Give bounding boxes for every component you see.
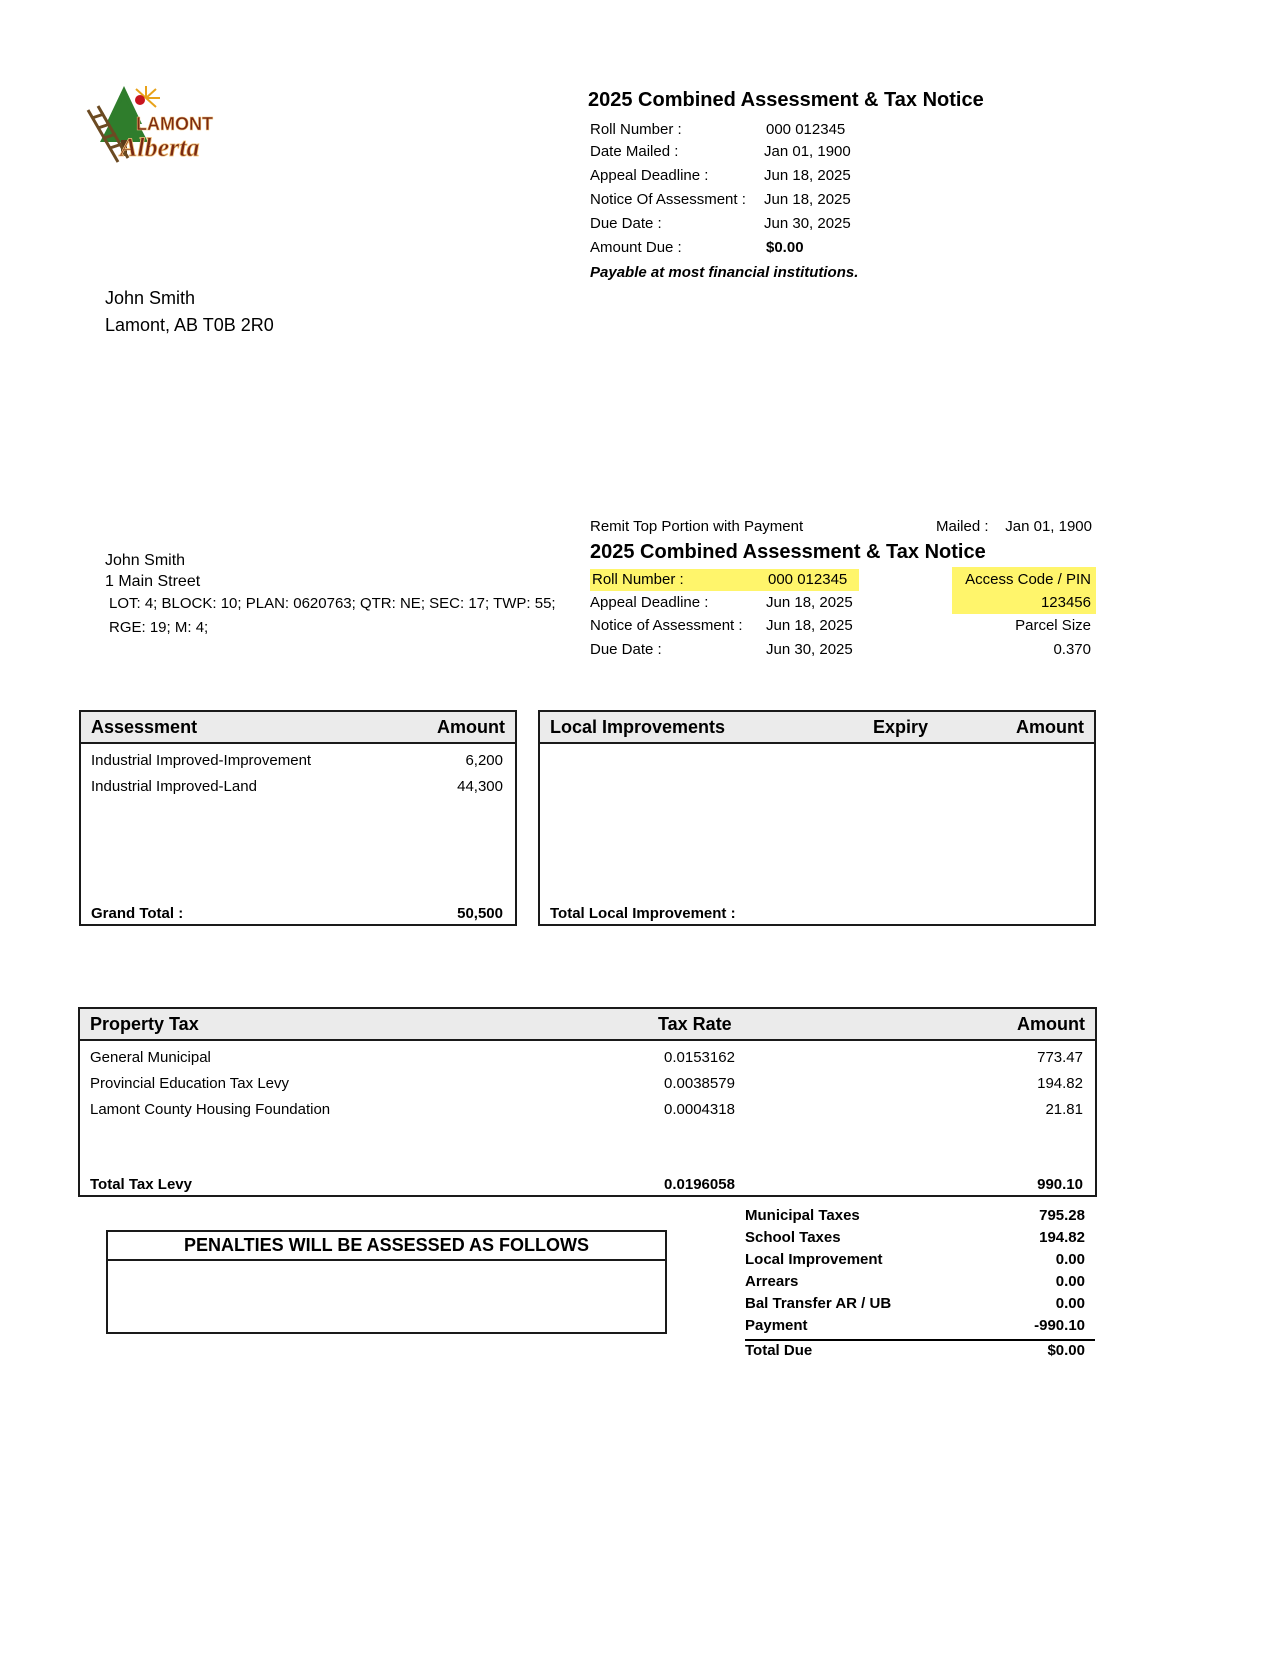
recipient-name: John Smith	[105, 288, 196, 308]
notice-row-amount-due	[590, 239, 890, 257]
notice-row-appeal-deadline	[590, 167, 890, 185]
property-tax-total-amount: 990.10	[1037, 1176, 1083, 1193]
assessment-header-amount: Amount	[437, 717, 505, 737]
legal-line-2: RGE: 19; M: 4;	[109, 619, 209, 636]
assessment-row-amount: 44,300	[457, 778, 503, 795]
assessment-header	[81, 712, 515, 744]
assessment-total-value: 50,500	[457, 905, 503, 922]
summary-row-payment	[745, 1317, 1090, 1339]
notice-label: Amount Due :	[590, 239, 682, 256]
notice-label: Date Mailed :	[590, 143, 679, 160]
remit-mailed	[936, 518, 1092, 536]
property-tax-header-rate: Tax Rate	[658, 1014, 732, 1034]
notice-value: Jun 18, 2025	[764, 167, 851, 184]
summary-row-total-due	[745, 1342, 1090, 1364]
remit-value: Jun 30, 2025	[766, 641, 853, 658]
access-code-value: 123456	[1040, 594, 1091, 611]
parcel-size-value: 0.370	[1053, 641, 1091, 658]
logo-text-alberta: Alberta	[120, 133, 200, 162]
remit-row-due-date	[590, 641, 860, 659]
penalties-box	[106, 1230, 667, 1334]
remit-label: Appeal Deadline :	[590, 594, 709, 611]
recipient-city: Lamont, AB T0B 2R0	[105, 315, 274, 335]
property-tax-row-amount: 773.47	[1037, 1049, 1083, 1066]
mailing-address	[105, 285, 274, 339]
summary-label: Municipal Taxes	[745, 1207, 860, 1224]
logo-graphic	[84, 84, 234, 170]
notice-label: Notice Of Assessment :	[590, 191, 746, 208]
summary-row-school-taxes	[745, 1229, 1090, 1251]
notice-value: 000 012345	[766, 121, 846, 138]
assessment-header-name: Assessment	[91, 717, 198, 737]
logo-text-lamont: LAMONT	[136, 114, 213, 134]
assessment-table	[79, 710, 517, 926]
property-tax-header	[80, 1009, 1095, 1041]
notice-row-notice-of-assessment	[590, 191, 890, 209]
assessment-total-label: Grand Total :	[91, 905, 184, 922]
summary-row-municipal-taxes	[745, 1207, 1090, 1229]
legal-description	[109, 592, 556, 640]
summary-row-bal-transfer	[745, 1295, 1090, 1317]
legal-line-1: LOT: 4; BLOCK: 10; PLAN: 0620763; QTR: NE; SEC: 17; TWP: 55;	[109, 595, 556, 612]
summary-value: 0.00	[1055, 1251, 1085, 1268]
property-tax-row-amount: 21.81	[1045, 1101, 1083, 1118]
notice-value: Jun 30, 2025	[764, 215, 851, 232]
summary-label: Bal Transfer AR / UB	[745, 1295, 892, 1312]
property-tax-row-name: General Municipal	[90, 1049, 211, 1066]
local-improvements-header	[540, 712, 1094, 744]
remit-value: Jun 18, 2025	[766, 617, 853, 634]
summary-label: Payment	[745, 1317, 808, 1334]
local-improvements-header-amount: Amount	[1016, 717, 1084, 737]
remit-mailed-value: Jan 01, 1900	[1005, 518, 1092, 535]
property-tax-total-label: Total Tax Levy	[90, 1176, 192, 1193]
summary-value: 194.82	[1039, 1229, 1085, 1246]
lamont-alberta-logo	[84, 84, 234, 170]
property-tax-row-name: Lamont County Housing Foundation	[90, 1101, 331, 1118]
remit-row-roll-number	[592, 571, 862, 589]
notice-row-roll-number	[590, 121, 890, 139]
notice-value: Jun 18, 2025	[764, 191, 851, 208]
property-tax-row-rate: 0.0153162	[664, 1049, 735, 1066]
notice-value: $0.00	[766, 239, 804, 256]
remit-value: Jun 18, 2025	[766, 594, 853, 611]
summary-row-local-improvement	[745, 1251, 1090, 1273]
property-tax-row-rate: 0.0004318	[664, 1101, 735, 1118]
remit-address	[105, 550, 200, 592]
remit-label: Roll Number :	[592, 571, 684, 588]
summary-label: Total Due	[745, 1342, 813, 1359]
summary-value: -990.10	[1034, 1317, 1085, 1334]
local-improvements-table	[538, 710, 1096, 926]
remit-recipient-street: 1 Main Street	[105, 573, 201, 590]
remit-row-appeal-deadline	[590, 594, 860, 612]
notice-title: 2025 Combined Assessment & Tax Notice	[588, 89, 984, 111]
notice-label: Due Date :	[590, 215, 662, 232]
notice-row-due-date	[590, 215, 890, 233]
notice-value: Jan 01, 1900	[764, 143, 851, 160]
local-improvements-total-label: Total Local Improvement :	[550, 905, 736, 922]
access-code-label: Access Code / PIN	[965, 571, 1091, 588]
summary-value: 0.00	[1055, 1295, 1085, 1312]
assessment-row-amount: 6,200	[465, 752, 503, 769]
property-tax-table	[78, 1007, 1097, 1197]
remit-row-notice-of-assessment	[590, 617, 860, 635]
summary-label: Arrears	[745, 1273, 799, 1290]
summary-value: $0.00	[1047, 1342, 1085, 1359]
payable-note: Payable at most financial institutions.	[590, 264, 859, 281]
remit-mailed-label: Mailed :	[936, 518, 989, 535]
assessment-row-name: Industrial Improved-Land	[91, 778, 257, 795]
notice-row-date-mailed	[590, 143, 890, 161]
remit-instruction: Remit Top Portion with Payment	[590, 518, 804, 535]
remit-recipient-name: John Smith	[105, 552, 186, 569]
local-improvements-header-name: Local Improvements	[550, 717, 726, 737]
summary-label: Local Improvement	[745, 1251, 883, 1268]
parcel-size-label: Parcel Size	[1015, 617, 1091, 634]
remit-label: Notice of Assessment :	[590, 617, 743, 634]
property-tax-header-name: Property Tax	[90, 1014, 199, 1034]
summary-value: 0.00	[1055, 1273, 1085, 1290]
property-tax-total-rate: 0.0196058	[664, 1176, 735, 1193]
summary-value: 795.28	[1039, 1207, 1085, 1224]
property-tax-header-amount: Amount	[1017, 1014, 1085, 1034]
notice-label: Appeal Deadline :	[590, 167, 709, 184]
property-tax-row-rate: 0.0038579	[664, 1075, 735, 1092]
remit-label: Due Date :	[590, 641, 662, 658]
assessment-row-name: Industrial Improved-Improvement	[91, 752, 312, 769]
summary-row-arrears	[745, 1273, 1090, 1295]
penalties-title: PENALTIES WILL BE ASSESSED AS FOLLOWS	[108, 1232, 665, 1261]
remit-value: 000 012345	[768, 571, 848, 588]
property-tax-row-amount: 194.82	[1037, 1075, 1083, 1092]
summary-label: School Taxes	[745, 1229, 841, 1246]
remit-title: 2025 Combined Assessment & Tax Notice	[590, 541, 986, 563]
notice-label: Roll Number :	[590, 121, 682, 138]
property-tax-row-name: Provincial Education Tax Levy	[90, 1075, 289, 1092]
summary-divider	[745, 1339, 1095, 1341]
local-improvements-header-expiry: Expiry	[873, 717, 929, 737]
